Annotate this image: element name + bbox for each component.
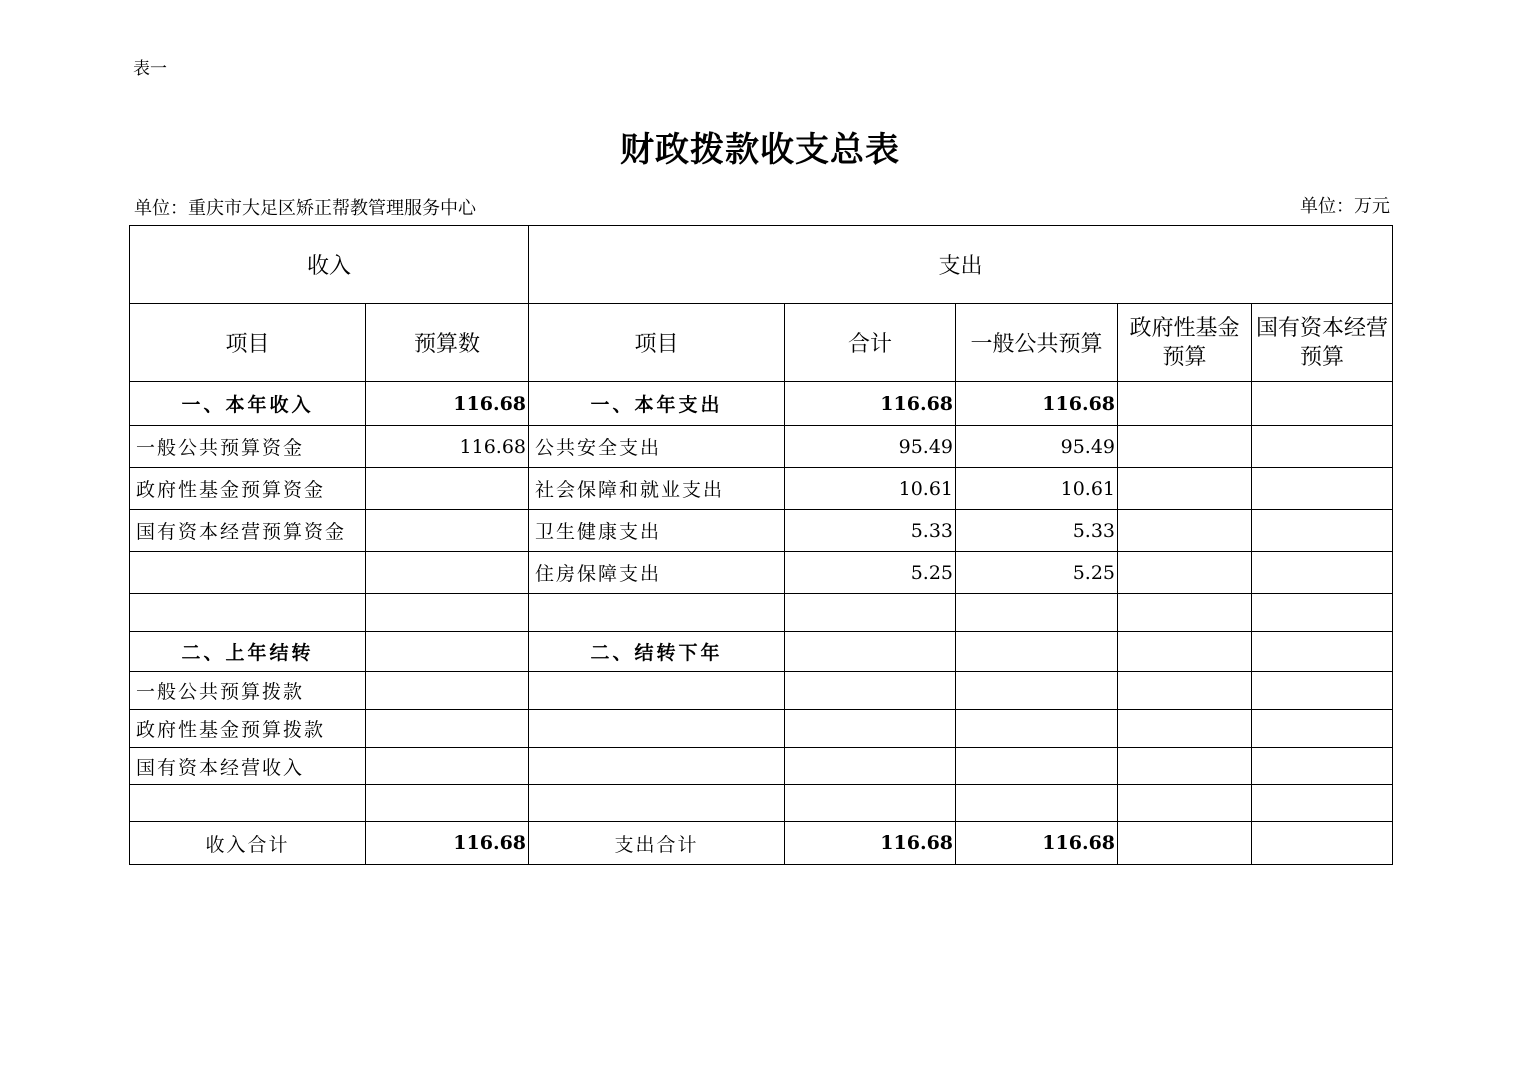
income-total-label: 收入合计	[130, 822, 366, 865]
col-income-item: 项目	[130, 304, 366, 382]
income-amount	[366, 672, 529, 710]
table-row	[130, 632, 1393, 672]
expense-state-capital	[1252, 748, 1393, 785]
income-amount	[366, 710, 529, 748]
expense-total	[785, 785, 956, 822]
expense-gov-fund	[1118, 426, 1252, 468]
income-header: 收入	[130, 226, 529, 304]
expense-gov-fund	[1118, 594, 1252, 632]
expense-general: 5.33	[956, 510, 1118, 552]
expense-gov-fund	[1118, 785, 1252, 822]
expense-total	[785, 672, 956, 710]
expense-gov-fund	[1118, 552, 1252, 594]
unit-organization: 单位：重庆市大足区矫正帮教管理服务中心	[134, 198, 476, 219]
expense-state-capital	[1252, 710, 1393, 748]
expense-state-capital	[1252, 632, 1393, 672]
income-amount	[366, 632, 529, 672]
expense-item: 一、本年支出	[529, 382, 785, 426]
income-item: 政府性基金预算资金	[130, 468, 366, 510]
header-row-columns	[130, 304, 1393, 382]
table-row	[130, 510, 1393, 552]
expense-gov-fund	[1118, 632, 1252, 672]
income-total-amount: 116.68	[366, 822, 529, 865]
table-row	[130, 382, 1393, 426]
table-tag: 表一	[133, 59, 167, 79]
income-item: 国有资本经营预算资金	[130, 510, 366, 552]
col-gov-fund-budget: 政府性基金预算	[1118, 304, 1252, 382]
expense-gov-fund	[1118, 510, 1252, 552]
expense-total: 95.49	[785, 426, 956, 468]
expense-state-capital	[1252, 672, 1393, 710]
expense-gov-fund	[1118, 468, 1252, 510]
expense-header: 支出	[529, 226, 1393, 304]
expense-item: 社会保障和就业支出	[529, 468, 785, 510]
expense-item	[529, 785, 785, 822]
expense-item: 住房保障支出	[529, 552, 785, 594]
income-amount	[366, 510, 529, 552]
expense-item	[529, 672, 785, 710]
expense-total-state-capital	[1252, 822, 1393, 865]
income-item	[130, 785, 366, 822]
expense-total	[785, 710, 956, 748]
col-total: 合计	[785, 304, 956, 382]
expense-state-capital	[1252, 785, 1393, 822]
expense-general: 5.25	[956, 552, 1118, 594]
expense-item: 公共安全支出	[529, 426, 785, 468]
col-expense-item: 项目	[529, 304, 785, 382]
table-row	[130, 552, 1393, 594]
expense-total: 5.33	[785, 510, 956, 552]
expense-item: 卫生健康支出	[529, 510, 785, 552]
col-budget: 预算数	[366, 304, 529, 382]
page-title: 财政拨款收支总表	[620, 130, 900, 170]
col-state-capital-budget: 国有资本经营预算	[1252, 304, 1393, 382]
expense-state-capital	[1252, 426, 1393, 468]
expense-total: 116.68	[785, 382, 956, 426]
income-amount	[366, 785, 529, 822]
expense-total	[785, 748, 956, 785]
table-row	[130, 672, 1393, 710]
expense-general: 10.61	[956, 468, 1118, 510]
expense-total: 10.61	[785, 468, 956, 510]
income-amount	[366, 552, 529, 594]
table-row	[130, 468, 1393, 510]
expense-total-label: 支出合计	[529, 822, 785, 865]
table-row	[130, 710, 1393, 748]
expense-total	[785, 632, 956, 672]
table-row	[130, 594, 1393, 632]
unit-currency: 单位：万元	[1300, 196, 1390, 217]
expense-general: 95.49	[956, 426, 1118, 468]
expense-general	[956, 748, 1118, 785]
income-item: 一般公共预算拨款	[130, 672, 366, 710]
income-item	[130, 552, 366, 594]
expense-general	[956, 632, 1118, 672]
income-item: 政府性基金预算拨款	[130, 710, 366, 748]
total-row	[130, 822, 1393, 865]
expense-general	[956, 672, 1118, 710]
expense-state-capital	[1252, 594, 1393, 632]
expense-general: 116.68	[956, 382, 1118, 426]
expense-item: 二、结转下年	[529, 632, 785, 672]
expense-total-general: 116.68	[956, 822, 1118, 865]
table-row	[130, 748, 1393, 785]
expense-item	[529, 748, 785, 785]
expense-state-capital	[1252, 552, 1393, 594]
expense-item	[529, 594, 785, 632]
expense-total-gov-fund	[1118, 822, 1252, 865]
income-item: 一、本年收入	[130, 382, 366, 426]
income-item: 国有资本经营收入	[130, 748, 366, 785]
expense-state-capital	[1252, 468, 1393, 510]
expense-item	[529, 710, 785, 748]
table-row	[130, 426, 1393, 468]
expense-gov-fund	[1118, 710, 1252, 748]
table-row	[130, 785, 1393, 822]
expense-gov-fund	[1118, 748, 1252, 785]
income-item	[130, 594, 366, 632]
expense-general	[956, 785, 1118, 822]
col-general-budget: 一般公共预算	[956, 304, 1118, 382]
income-amount	[366, 748, 529, 785]
income-item: 二、上年结转	[130, 632, 366, 672]
income-amount: 116.68	[366, 382, 529, 426]
header-row-top	[130, 226, 1393, 304]
expense-general	[956, 594, 1118, 632]
expense-total	[785, 594, 956, 632]
income-item: 一般公共预算资金	[130, 426, 366, 468]
income-amount	[366, 468, 529, 510]
income-amount	[366, 594, 529, 632]
expense-total: 5.25	[785, 552, 956, 594]
income-amount: 116.68	[366, 426, 529, 468]
expense-gov-fund	[1118, 382, 1252, 426]
expense-total-sum: 116.68	[785, 822, 956, 865]
expense-state-capital	[1252, 382, 1393, 426]
fiscal-table	[129, 225, 1393, 865]
expense-gov-fund	[1118, 672, 1252, 710]
expense-state-capital	[1252, 510, 1393, 552]
expense-general	[956, 710, 1118, 748]
